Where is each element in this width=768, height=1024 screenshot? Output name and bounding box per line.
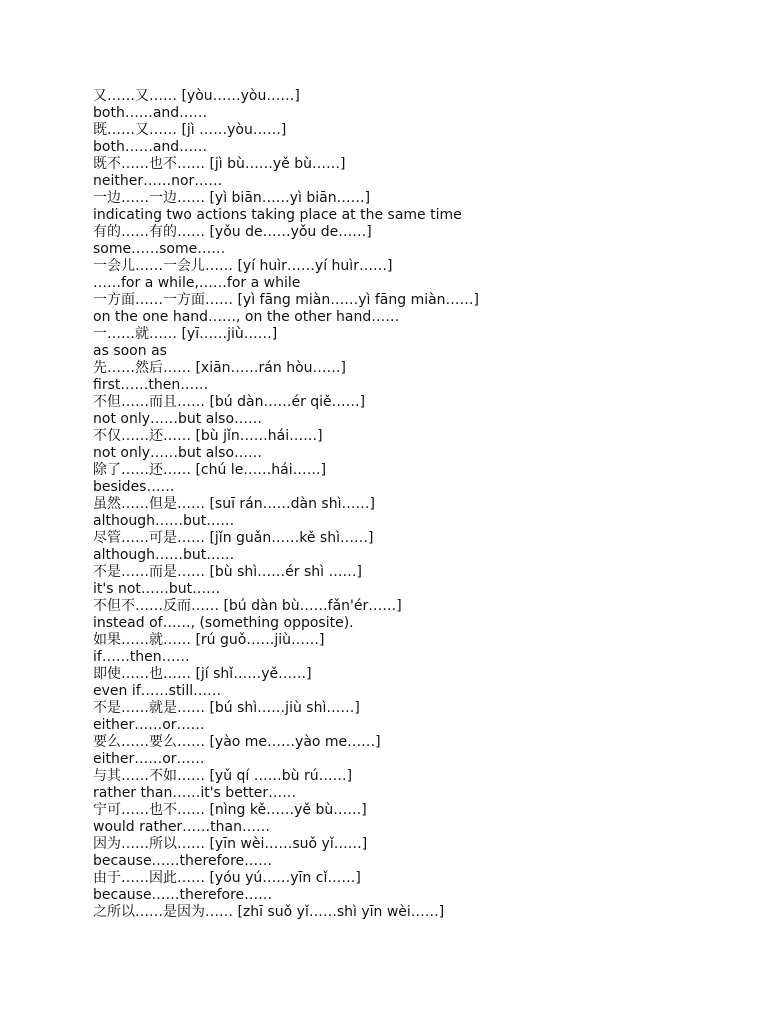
chinese-pattern-line: 之所以……是因为…… [zhī suǒ yǐ……shì yīn wèi……]: [93, 904, 445, 920]
english-meaning-line: even if……still……: [93, 683, 222, 699]
chinese-pattern-line: 要么……要么…… [yào me……yào me……]: [93, 734, 381, 750]
chinese-pattern-line: 不是……就是…… [bú shì……jiù shì……]: [93, 700, 360, 716]
english-meaning-line: although……but……: [93, 547, 235, 563]
english-meaning-line: on the one hand……, on the other hand……: [93, 309, 400, 325]
english-meaning-line: both……and……: [93, 105, 208, 121]
english-meaning-line: because……therefore……: [93, 853, 273, 869]
english-meaning-line: as soon as: [93, 343, 167, 359]
chinese-pattern-line: 既不……也不…… [jì bù……yě bù……]: [93, 156, 346, 172]
document-body: [93, 88, 733, 921]
english-meaning-line: instead of……, (something opposite).: [93, 615, 354, 631]
chinese-pattern-line: 有的……有的…… [yǒu de……yǒu de……]: [93, 224, 372, 240]
english-meaning-line: indicating two actions taking place at the same time: [93, 207, 462, 223]
chinese-pattern-line: 不仅……还…… [bù jǐn……hái……]: [93, 428, 323, 444]
english-meaning-line: neither……nor……: [93, 173, 223, 189]
english-meaning-line: both……and……: [93, 139, 208, 155]
chinese-pattern-line: 先……然后…… [xiān……rán hòu……]: [93, 360, 346, 376]
english-meaning-line: it's not……but……: [93, 581, 221, 597]
chinese-pattern-line: 与其……不如…… [yǔ qí ……bù rú……]: [93, 768, 353, 784]
english-meaning-line: if……then……: [93, 649, 190, 665]
english-meaning-line: would rather……than……: [93, 819, 270, 835]
chinese-pattern-line: 不但……而且…… [bú dàn……ér qiě……]: [93, 394, 366, 410]
english-meaning-line: because……therefore……: [93, 887, 273, 903]
chinese-pattern-line: 由于……因此…… [yóu yú……yīn cǐ……]: [93, 870, 361, 886]
chinese-pattern-line: 除了……还…… [chú le……hái……]: [93, 462, 327, 478]
english-meaning-line: besides……: [93, 479, 175, 495]
chinese-pattern-line: 不但不……反而…… [bú dàn bù……fǎn'ér……]: [93, 598, 402, 614]
english-meaning-line: ……for a while,……for a while: [93, 275, 301, 291]
chinese-pattern-line: 即使……也…… [jí shǐ……yě……]: [93, 666, 312, 682]
english-meaning-line: although……but……: [93, 513, 235, 529]
english-meaning-line: first……then……: [93, 377, 209, 393]
chinese-pattern-line: 一方面……一方面…… [yì fāng miàn……yì fāng miàn……]: [93, 292, 480, 308]
english-meaning-line: not only……but also……: [93, 445, 263, 461]
chinese-pattern-line: 不是……而是…… [bù shì……ér shì ……]: [93, 564, 362, 580]
english-meaning-line: either……or……: [93, 751, 205, 767]
chinese-pattern-line: 宁可……也不…… [nìng kě……yě bù……]: [93, 802, 367, 818]
chinese-pattern-line: 一会儿……一会儿…… [yí huìr……yí huìr……]: [93, 258, 393, 274]
chinese-pattern-line: 虽然……但是…… [suī rán……dàn shì……]: [93, 496, 375, 512]
english-meaning-line: either……or……: [93, 717, 205, 733]
chinese-pattern-line: 既……又…… [jì ……yòu……]: [93, 122, 287, 138]
chinese-pattern-line: 又……又…… [yòu……yòu……]: [93, 88, 300, 104]
chinese-pattern-line: 尽管……可是…… [jǐn guǎn……kě shì……]: [93, 530, 374, 546]
chinese-pattern-line: 一边……一边…… [yì biān……yì biān……]: [93, 190, 371, 206]
chinese-pattern-line: 一……就…… [yī……jiù……]: [93, 326, 278, 342]
english-meaning-line: some……some……: [93, 241, 226, 257]
chinese-pattern-line: 因为……所以…… [yīn wèi……suǒ yǐ……]: [93, 836, 368, 852]
chinese-pattern-line: 如果……就…… [rú guǒ……jiù……]: [93, 632, 325, 648]
english-meaning-line: not only……but also……: [93, 411, 263, 427]
english-meaning-line: rather than……it's better……: [93, 785, 297, 801]
